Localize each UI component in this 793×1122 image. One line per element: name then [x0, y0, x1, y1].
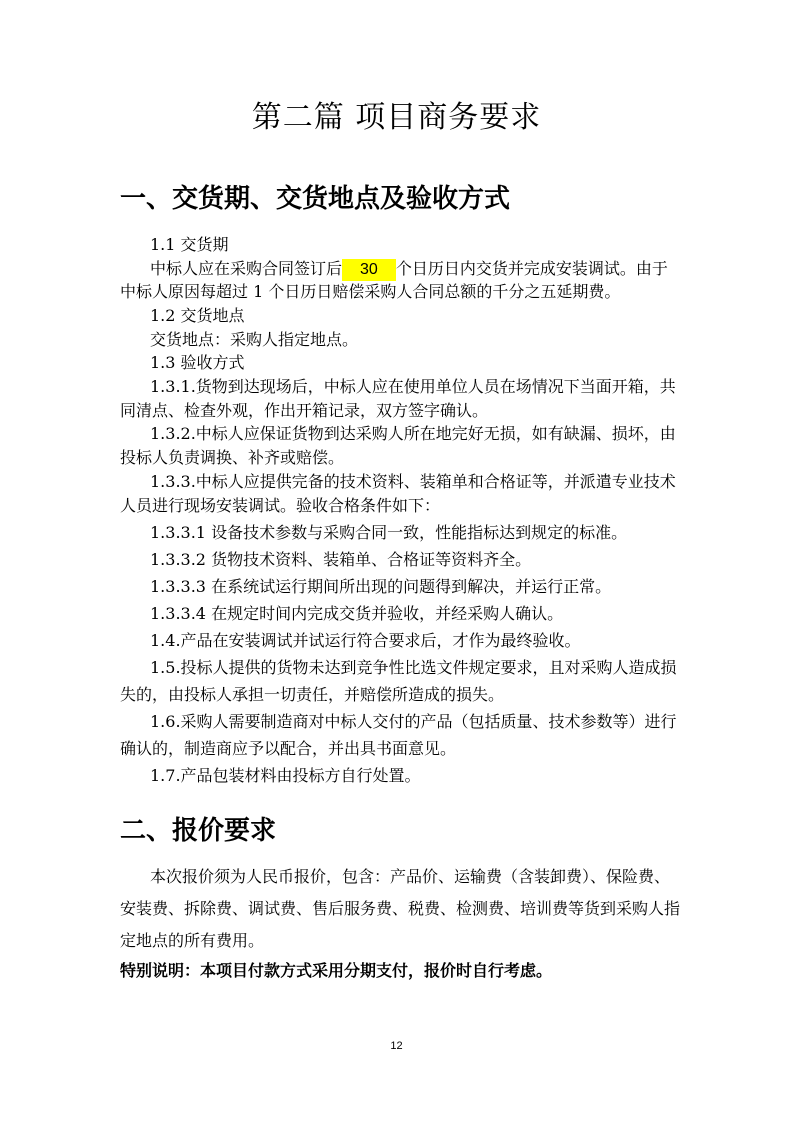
section-heading-2: 二、报价要求 — [120, 816, 277, 846]
page-number: 12 — [390, 1040, 403, 1052]
clause-1-5-a: 1.5.投标人提供的货物未达到竞争性比选文件规定要求，且对采购人造成损 — [150, 658, 677, 677]
clause-1-3-1-a: 1.3.1.货物到达现场后，中标人应在使用单位人员在场情况下当面开箱，共 — [150, 377, 676, 396]
pricing-line-1: 本次报价须为人民币报价，包含：产品价、运输费（含装卸费）、保险费、 — [150, 867, 671, 886]
clause-1-3-3-1: 1.3.3.1 设备技术参数与采购合同一致，性能指标达到规定的标准。 — [150, 523, 628, 542]
clause-1-6-a: 1.6.采购人需要制造商对中标人交付的产品（包括质量、技术参数等）进行 — [150, 712, 677, 731]
special-note: 特别说明：本项目付款方式采用分期支付，报价时自行考虑。 — [120, 961, 553, 980]
clause-1-3-3-a: 1.3.3.中标人应提供完备的技术资料、装箱单和合格证等，并派遣专业技术 — [150, 472, 676, 491]
delivery-post: 个日历日内交货并完成安装调试。由于 — [395, 259, 668, 278]
clause-1-3-3-4: 1.3.3.4 在规定时间内完成交货并验收，并经采购人确认。 — [150, 604, 564, 623]
clause-1-3-2-b: 投标人负责调换、补齐或赔偿。 — [120, 448, 345, 467]
delivery-days-highlight: 30 — [342, 259, 396, 281]
clause-1-5-b: 失的，由投标人承担一切责任，并赔偿所造成的损失。 — [120, 685, 505, 704]
pricing-line-3: 定地点的所有费用。 — [120, 931, 265, 950]
clause-1-1: 1.1 交货期 — [150, 235, 229, 254]
clause-1-2: 1.2 交货地点 — [150, 306, 245, 325]
delivery-place: 交货地点：采购人指定地点。 — [150, 330, 359, 349]
clause-1-4: 1.4.产品在安装调试并试运行符合要求后，才作为最终验收。 — [150, 631, 581, 650]
delivery-pre: 中标人应在采购合同签订后 — [150, 259, 343, 278]
clause-1-6-b: 确认的，制造商应予以配合，并出具书面意见。 — [120, 739, 457, 758]
delivery-line-1 — [150, 258, 668, 281]
clause-1-3-1-b: 同清点、检查外观，作出开箱记录，双方签字确认。 — [120, 401, 489, 420]
page-title: 第二篇 项目商务要求 — [251, 100, 542, 135]
clause-1-3-3-b: 人员进行现场安装调试。验收合格条件如下： — [120, 496, 441, 515]
clause-1-3-2-a: 1.3.2.中标人应保证货物到达采购人所在地完好无损，如有缺漏、损坏，由 — [150, 424, 676, 443]
section-heading-1: 一、交货期、交货地点及验收方式 — [120, 184, 511, 214]
delivery-line-2: 中标人原因每超过 1 个日历日赔偿采购人合同总额的千分之五延期费。 — [120, 282, 621, 301]
clause-1-3-3-2: 1.3.3.2 货物技术资料、装箱单、合格证等资料齐全。 — [150, 550, 532, 569]
clause-1-3: 1.3 验收方式 — [150, 353, 245, 372]
pricing-line-2: 安装费、拆除费、调试费、售后服务费、税费、检测费、培训费等货到采购人指 — [120, 899, 681, 918]
clause-1-7: 1.7.产品包装材料由投标方自行处置。 — [150, 766, 421, 785]
clause-1-3-3-3: 1.3.3.3 在系统试运行期间所出现的问题得到解决，并运行正常。 — [150, 577, 612, 596]
